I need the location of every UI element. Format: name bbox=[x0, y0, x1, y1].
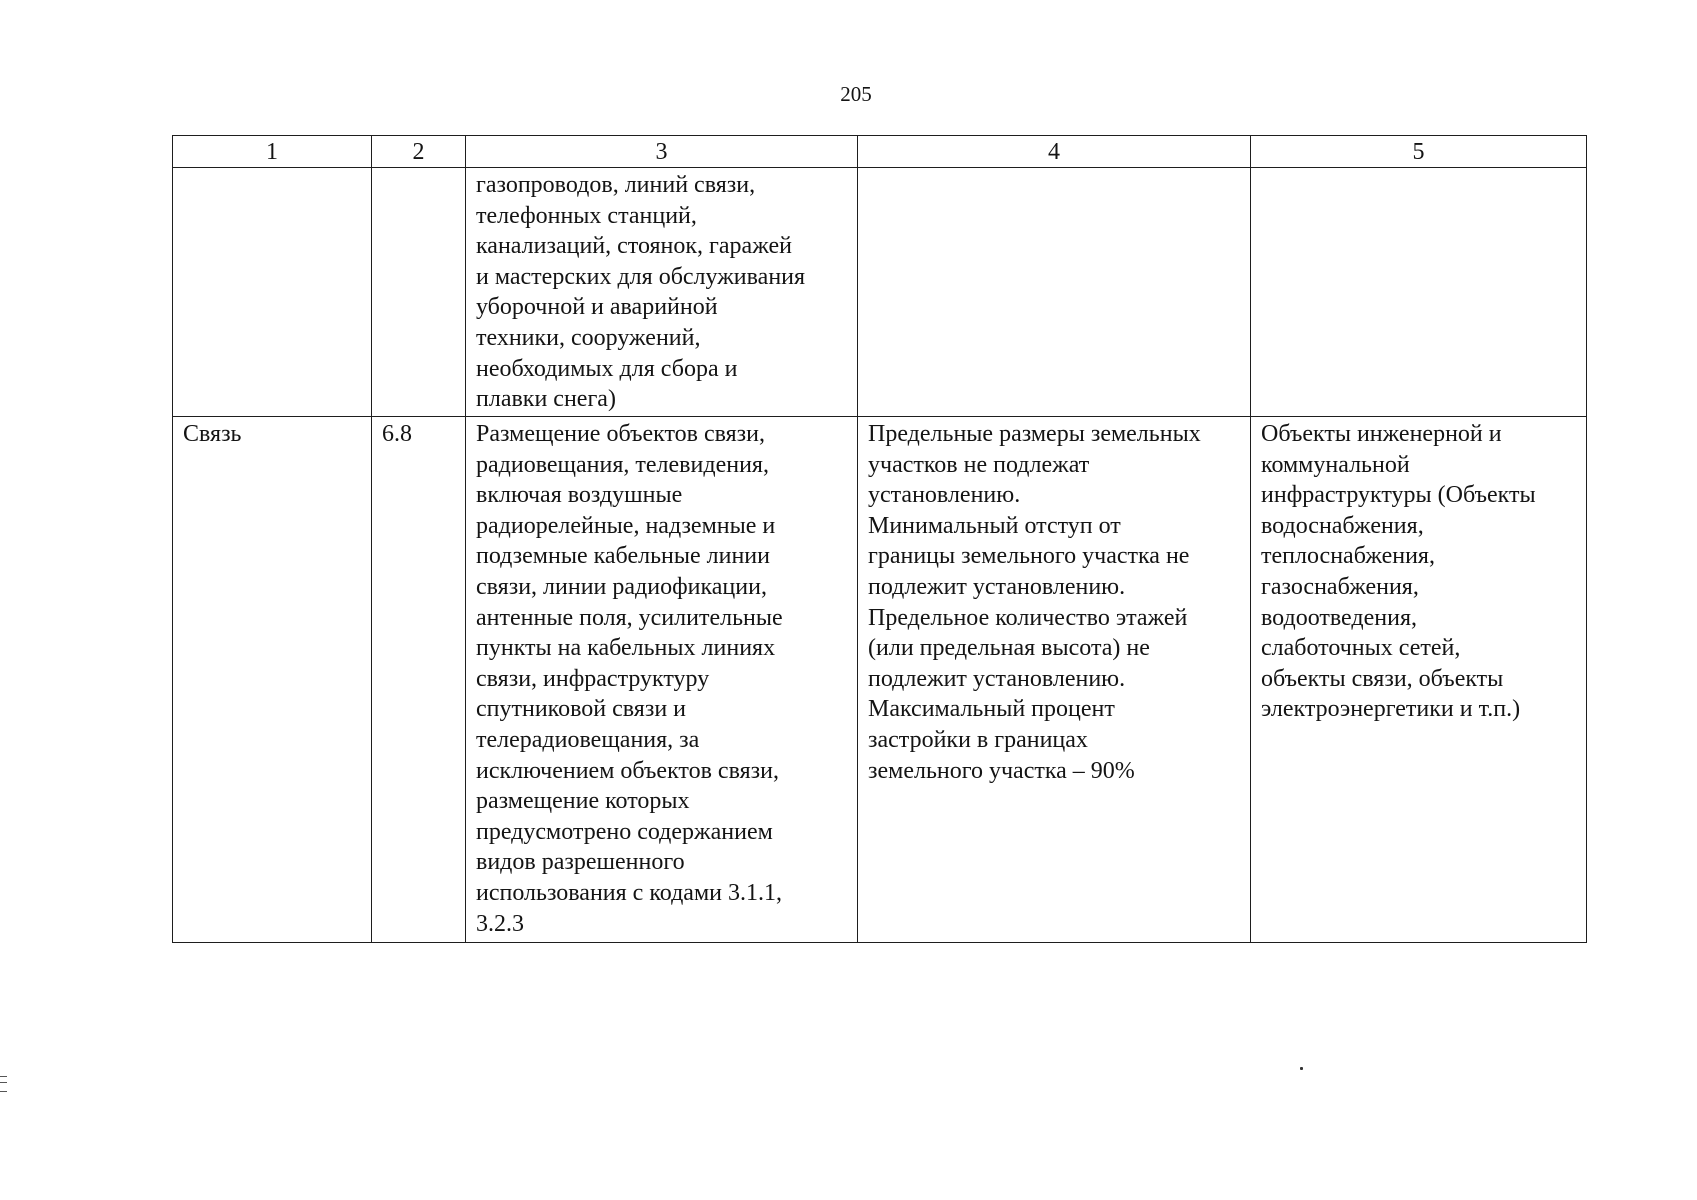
cell-text-line: водоотведения, bbox=[1261, 604, 1417, 631]
cell-text-line: Максимальный процент bbox=[868, 696, 1115, 723]
header-cell-4: 4 bbox=[858, 136, 1251, 168]
cell-text-line: Минимальный отступ от bbox=[868, 512, 1121, 539]
cell-text-line: уборочной и аварийной bbox=[476, 294, 718, 321]
cell-text-line: теплоснабжения, bbox=[1261, 543, 1435, 570]
cell-text-line: электроэнергетики и т.п.) bbox=[1261, 696, 1521, 723]
cell-text-line: инфраструктуры (Объекты bbox=[1261, 482, 1536, 509]
cell-text-line: радиорелейные, надземные и bbox=[476, 512, 776, 539]
cell-text-line: и мастерских для обслуживания bbox=[476, 263, 806, 290]
cell-text-line: слаботочных сетей, bbox=[1261, 635, 1461, 662]
cell-text-line: связи, линии радиофикации, bbox=[476, 573, 767, 600]
cell-text-line: Размещение объектов связи, bbox=[476, 421, 766, 447]
cell-parameters bbox=[858, 168, 1251, 417]
cell-text-line: канализаций, стоянок, гаражей bbox=[476, 233, 792, 260]
cell-text-line: антенные поля, усилительные bbox=[476, 604, 783, 631]
header-cell-5: 5 bbox=[1251, 136, 1587, 168]
cell-text-line: спутниковой связи и bbox=[476, 696, 686, 723]
table-row-svyaz bbox=[173, 417, 1587, 943]
cell-auxiliary-uses bbox=[1251, 417, 1587, 943]
cell-text-line: плавки снега) bbox=[476, 386, 616, 413]
cell-text-line: участков не подлежат bbox=[868, 451, 1090, 478]
cell-text-line: использования с кодами 3.1.1, bbox=[476, 879, 782, 906]
cell-text-line: телефонных станций, bbox=[476, 202, 697, 229]
cell-text-line: связи, инфраструктуру bbox=[476, 665, 710, 692]
cell-text-line: видов разрешенного bbox=[476, 849, 685, 876]
cell-use-code bbox=[372, 168, 466, 417]
table-row-continuation bbox=[173, 168, 1587, 417]
page-number: 205 bbox=[840, 82, 872, 106]
cell-use-description bbox=[466, 417, 858, 943]
header-cell-3: 3 bbox=[466, 136, 858, 168]
cell-text-line: подлежит установлению. bbox=[868, 573, 1126, 600]
cell-text-line: Предельное количество этажей bbox=[868, 604, 1188, 631]
cell-text-line: земельного участка – 90% bbox=[868, 757, 1135, 784]
cell-text-line: техники, сооружений, bbox=[476, 324, 701, 351]
cell-text-line: подземные кабельные линии bbox=[476, 543, 770, 570]
cell-text-line: водоснабжения, bbox=[1261, 512, 1424, 539]
cell-text-line: размещение которых bbox=[476, 788, 690, 815]
cell-text-line: 3.2.3 bbox=[476, 910, 524, 937]
cell-text-line: Предельные размеры земельных bbox=[868, 421, 1201, 447]
cell-parameters bbox=[858, 417, 1251, 943]
cell-text-line: телерадиовещания, за bbox=[476, 726, 700, 753]
cell-auxiliary-uses bbox=[1251, 168, 1587, 417]
cell-text-line: установлению. bbox=[868, 482, 1021, 509]
header-cell-1: 1 bbox=[173, 136, 372, 168]
cell-use-name: Связь bbox=[173, 417, 372, 943]
cell-text-line: застройки в границах bbox=[868, 726, 1088, 753]
land-use-table bbox=[172, 135, 1587, 943]
cell-text-line: газоснабжения, bbox=[1261, 573, 1419, 600]
cell-text-line: предусмотрено содержанием bbox=[476, 818, 773, 845]
cell-text-line: (или предельная высота) не bbox=[868, 635, 1150, 662]
cell-text-line: коммунальной bbox=[1261, 451, 1410, 478]
cell-use-name bbox=[173, 168, 372, 417]
cell-text-line: пункты на кабельных линиях bbox=[476, 635, 776, 662]
header-cell-2: 2 bbox=[372, 136, 466, 168]
cell-text-line: необходимых для сбора и bbox=[476, 355, 738, 382]
cell-text-line: радиовещания, телевидения, bbox=[476, 451, 769, 478]
cell-text-line: границы земельного участка не bbox=[868, 543, 1190, 570]
cell-text-line: Объекты инженерной и bbox=[1261, 421, 1502, 447]
cell-text-line: включая воздушные bbox=[476, 482, 683, 509]
cell-text-line: объекты связи, объекты bbox=[1261, 665, 1504, 692]
cell-text-line: газопроводов, линий связи, bbox=[476, 172, 756, 198]
scan-speck bbox=[1300, 1067, 1303, 1070]
cell-use-code: 6.8 bbox=[372, 417, 466, 943]
table-header-row bbox=[173, 136, 1587, 168]
scan-margin-mark bbox=[0, 1076, 7, 1092]
cell-use-description bbox=[466, 168, 858, 417]
cell-text-line: исключением объектов связи, bbox=[476, 757, 779, 784]
cell-text-line: подлежит установлению. bbox=[868, 665, 1126, 692]
